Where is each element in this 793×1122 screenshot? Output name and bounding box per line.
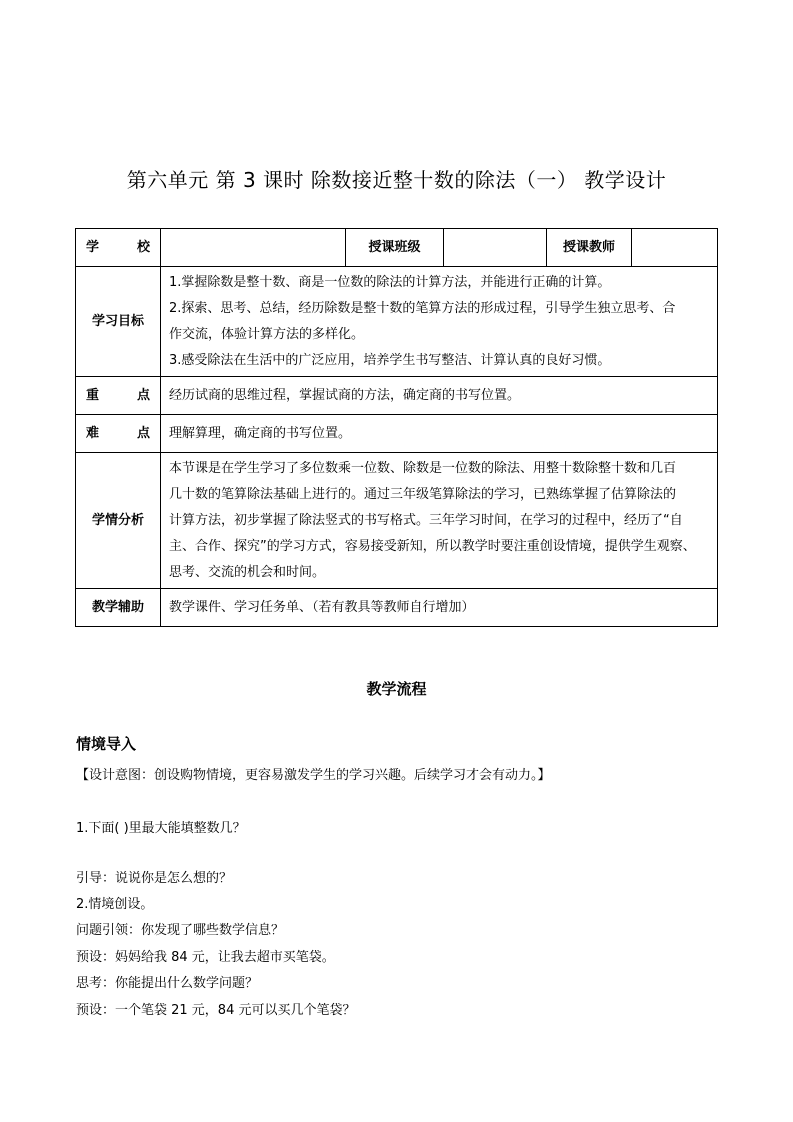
analysis-cell xyxy=(161,453,718,589)
design-intent: 【设计意图：创设购物情境，更容易激发学生的学习兴趣。后续学习才会有动力。】 xyxy=(76,768,551,783)
section-title: 情境导入 xyxy=(76,735,137,753)
analysis-line: 主、合作、探究”的学习方式，容易接受新知，所以教学时要注重创设情境，提供学生观察、 xyxy=(169,538,696,554)
table-row-goals xyxy=(76,267,718,377)
class-label: 授课班级 xyxy=(346,229,444,267)
school-label: 学 校 xyxy=(76,229,161,267)
analysis-label: 学情分析 xyxy=(76,453,161,589)
analysis-line: 计算方法，初步掌握了除法竖式的书写格式。三年学习时间，在学习的过程中，经历了“自 xyxy=(169,512,683,528)
class-value xyxy=(444,229,547,267)
step-line: 2.情境创设。 xyxy=(76,897,154,912)
teacher-label: 授课教师 xyxy=(547,229,632,267)
analysis-line: 几十数的笔算除法基础上进行的。通过三年级笔算除法的学习，已熟练掌握了估算除法的 xyxy=(169,486,677,502)
goal-line: 2.探索、思考、总结，经历除数是整十数的笔算方法的形成过程，引导学生独立思考、合 xyxy=(169,300,676,316)
document-title: 第六单元 第 3 课时 除数接近整十数的除法（一） 教学设计 xyxy=(126,168,667,192)
goal-line: 作交流，体验计算方法的多样化。 xyxy=(169,326,365,342)
question-prompt: 问题引领：你发现了哪些数学信息？ xyxy=(76,923,285,938)
difficulty-text: 理解算理，确定商的书写位置。 xyxy=(161,415,718,453)
preset-line: 预设：一个笔袋 21 元，84 元可以买几个笔袋？ xyxy=(76,1003,356,1018)
table-row-aids xyxy=(76,589,718,627)
question-line: 1.下面( )里最大能填整数几？ xyxy=(76,821,246,836)
goal-line: 1.掌握除数是整十数、商是一位数的除法的计算方法，并能进行正确的计算。 xyxy=(169,274,611,290)
key-text: 经历试商的思维过程，掌握试商的方法，确定商的书写位置。 xyxy=(161,377,718,415)
flow-title: 教学流程 xyxy=(366,680,427,698)
goal-line: 3.感受除法在生活中的广泛应用，培养学生书写整洁、计算认真的良好习惯。 xyxy=(169,352,611,368)
aids-text: 教学课件、学习任务单、（若有教具等教师自行增加） xyxy=(161,589,718,627)
table-row-school xyxy=(76,229,718,267)
guide-line: 引导：说说你是怎么想的？ xyxy=(76,871,233,886)
table-row-difficulty xyxy=(76,415,718,453)
difficulty-label: 难 点 xyxy=(76,415,161,453)
preset-line: 预设：妈妈给我 84 元，让我去超市买笔袋。 xyxy=(76,950,335,965)
analysis-line: 思考、交流的机会和时间。 xyxy=(169,564,326,580)
teacher-value xyxy=(632,229,718,267)
goals-cell xyxy=(161,267,718,377)
think-line: 思考：你能提出什么数学问题？ xyxy=(76,976,259,991)
lesson-info-table xyxy=(75,228,718,627)
table-row-key xyxy=(76,377,718,415)
school-value xyxy=(161,229,346,267)
aids-label: 教学辅助 xyxy=(76,589,161,627)
key-label: 重 点 xyxy=(76,377,161,415)
analysis-line: 本节课是在学生学习了多位数乘一位数、除数是一位数的除法、用整十数除整十数和几百 xyxy=(169,460,677,476)
goals-label: 学习目标 xyxy=(76,267,161,377)
table-row-analysis xyxy=(76,453,718,589)
